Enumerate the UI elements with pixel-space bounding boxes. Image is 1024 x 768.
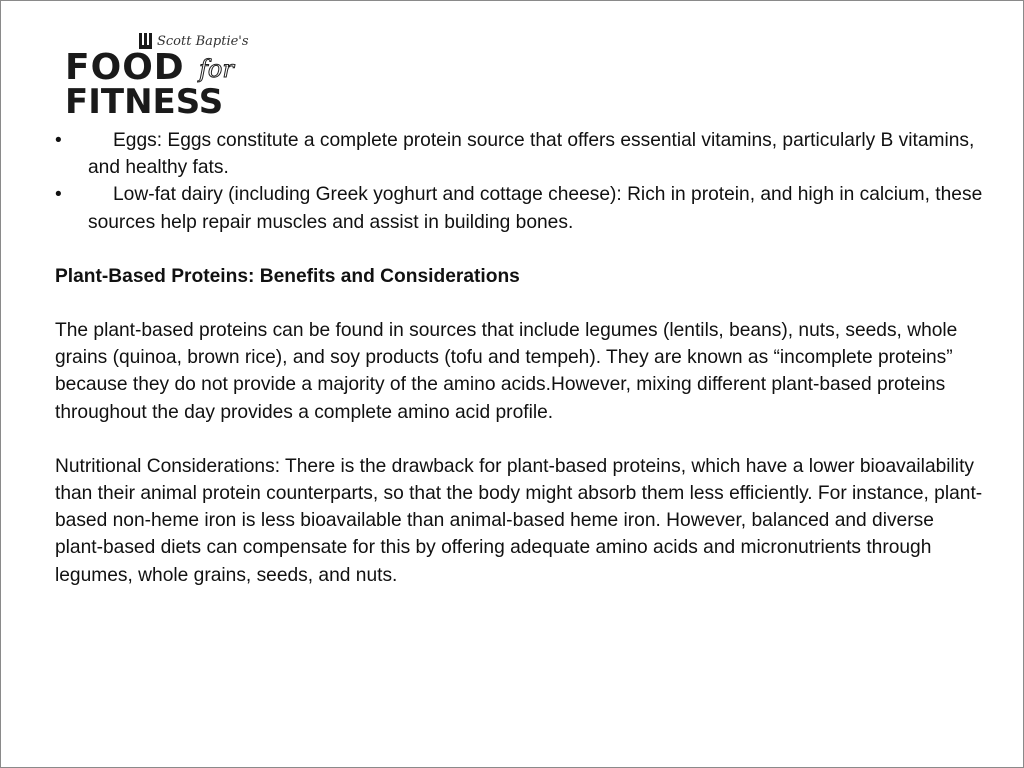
logo-word-fitness: FITNESS [65, 82, 224, 119]
paragraph-plant-proteins: The plant-based proteins can be found in sources that include legumes (lentils, beans), nuts, seeds, whole grains (quinoa, brown rice), and soy products (tofu and tempeh). They are known as “incomplete proteins” because they do not provide a majority of the amino acids.However, mixing different plant-based proteins throughout the day provides a complete amino acid profile. [55, 320, 958, 423]
logo-word-for: for [199, 55, 234, 83]
food-for-fitness-logo [65, 27, 301, 119]
logo-graphic [65, 27, 301, 119]
list-item-text: Eggs: Eggs constitute a complete protein source that offers essential vitamins, particularly B vitamins, and healthy fats. [88, 130, 975, 179]
bullet-mark: • [55, 130, 62, 151]
protein-source-list [55, 127, 985, 236]
logo-script-text: Scott Baptie's [157, 34, 249, 49]
section-heading: Plant-Based Proteins: Benefits and Considerations [55, 265, 520, 287]
list-item-low-fat-dairy [55, 181, 985, 235]
list-item-eggs [55, 127, 985, 181]
bullet-mark: • [55, 184, 62, 206]
list-item-text: Low-fat dairy (including Greek yoghurt and cottage cheese): Rich in protein, and high in calcium, these sources help repair muscles and assist in building bones. [88, 184, 983, 233]
paragraph-nutritional-considerations: Nutritional Considerations: There is the drawback for plant-based proteins, which have a lower bioavailability than their animal protein counterparts, so that the body might absorb them less efficiently. For instance, plant-based non-heme iron is less bioavailable than animal-based heme iron. However, balanced and diverse plant-based diets can compensate for this by offering adequate amino acids and micronutrients through legumes, whole grains, seeds, and nuts. [55, 455, 983, 586]
logo-word-food: FOOD [65, 47, 185, 88]
document-body [55, 127, 985, 589]
